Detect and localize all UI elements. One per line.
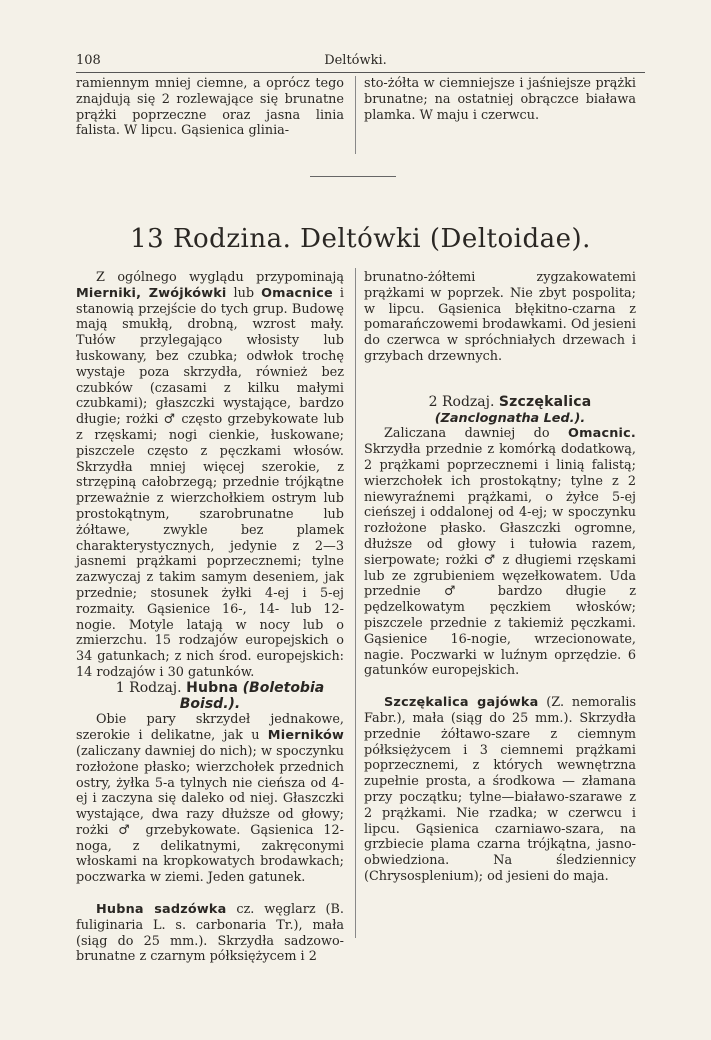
family-title: 13 Rodzina. Deltówki (Deltoidae). xyxy=(130,224,591,254)
section-divider xyxy=(310,176,396,177)
page-header xyxy=(76,53,635,71)
column-divider xyxy=(355,268,356,938)
species-1-continuation: brunatno-żółtemi zygzakowatemi prążkami w poprzek. Nie zbyt pospolita; w lipcu. Gąsienica błękitno-czarna z pomarańczowemi brodawkami. Od jesieni do czerwca w spróchniałych drzewach i grzybach drzewnych. xyxy=(364,270,636,364)
family-description: Z ogólnego wyglądu przypominają Mierniki, Zwójkówki lub Omacnice i stanowią przejście do tych grup. Budowę mają smukłą, drobną, wzrost mały. Tułów przylegająco włosisty lub łuskowany, bez czubka; odwłok trochę wystaje poza skrzydła, również bez czubków (czasami z kilku małymi czubkami); głaszczki wystające, bardzo długie; rożki ♂ często grzebykowate lub z rzęskami; nogi cienkie, łuskowane; piszczele często z pęczkami włosów. Skrzydła mniej więcej szerokie, z strzępiną całobrzegą; przednie trójkątne przeważnie z wierzchołkiem ostrym lub prostokątnym, szarobrunatne lub żółtawe, zwykle bez plamek charakterystycznych, jedynie z 2—3 jasnemi prążkami poprzecznemi; tylne zazwyczaj z takim samym deseniem, jak przednie; stosunek żyłki 4-ej i 5-ej rozmaity. Gąsienice 16-, 14- lub 12-nogie. Motyle latają w nocy lub o zmierzchu. 15 rodzajów europejskich o 34 gatunkach; z nich środ. europejskich: 14 rodzajów i 30 gatunków. xyxy=(76,270,344,680)
genus-2-description: Zaliczana dawniej do Omacnic. Skrzydła przednie z komórką dodatkową, 2 prążkami poprzecznemi i linią falistą; wierzchołek ich prostokątny; tylne z 2 niewyraźnemi prążkami, o żyłce 5-ej cieńszej i oddalonej od 4-ej; w spoczynku rozłożone płasko. Głaszczki ogromne, dłuższe od głowy i tułowia razem, sierpowate; rożki ♂ z długiemi rzęskami lub ze zgrubieniem węzełkowatem. Uda przednie ♂ bardzo długie z pędzelkowatym pęczkiem włosków; piszczele przednie z takiemiż pęczkami. Gąsienice 16-nogie, wrzecionowate, nagie. Poczwarki w luźnym oprzędzie. 6 gatunków europejskich. xyxy=(364,426,636,679)
left-column xyxy=(76,270,344,965)
running-title: Deltówki. xyxy=(324,53,387,68)
top-right-column xyxy=(364,76,636,123)
header-rule xyxy=(76,72,645,73)
keyword-omacnice: Omacnice xyxy=(261,285,333,301)
keyword-mierniki: Mierniki, Zwójkówki xyxy=(76,285,227,301)
top-left-column xyxy=(76,76,344,139)
genus-2-heading: 2 Rodzaj. Szczękalica xyxy=(428,393,592,410)
genus-2-author: (Zanclognatha Led.). xyxy=(434,410,586,426)
right-column xyxy=(364,270,636,885)
genus-1-description: Obie pary skrzydeł jednakowe, szerokie i delikatne, jak u Mierników (zaliczany dawniej do nich); w spoczynku rozłożone płasko; wierzchołek przednich ostry, żyłka 5-a tylnych nie cieńsza od 4-ej i zaczyna się daleko od niej. Głaszczki wystające, dwa razy dłuższe od głowy; rożki ♂ grzebykowate. Gąsienica 12-noga, z delikatnymi, zakręconymi włoskami na kropkowatych brodawkach; poczwarka w ziemi. Jeden gatunek. xyxy=(76,712,344,886)
top-left-text: ramiennym mniej ciemne, a oprócz tego znajdują się 2 rozlewające się brunatne prążki poprzeczne oraz jasna linia falista. W lipcu. Gąsienica glinia- xyxy=(76,76,344,139)
genus-1-heading: 1 Rodzaj. Hubna (Boletobia Boisd.). xyxy=(115,679,325,712)
top-column-divider xyxy=(355,76,356,154)
top-right-text: sto-żółta w ciemniejsze i jaśniejsze prążki brunatne; na ostatniej obrączce biaława plamka. W maju i czerwcu. xyxy=(364,76,636,123)
page-number: 108 xyxy=(76,53,101,68)
species-1-description: Hubna sadzówka cz. węglarz (B. fuliginaria L. s. carbonaria Tr.), mała (siąg do 25 mm.). Skrzydła sadzowo-brunatne z czarnym półksiężycem i 2 xyxy=(76,902,344,965)
species-2-description: Szczękalica gajówka (Z. nemoralis Fabr.), mała (siąg do 25 mm.). Skrzydła przednie żółtawo-szare z ciemnym półksiężycem i 3 ciemnemi prążkami poprzecznemi, z których wewnętrzna zupełnie prosta, a środkowa — złamana przy początku; tylne—białawo-szarawe z 2 prążkami. Nie rzadka; w czerwcu i lipcu. Gąsienica czarniawo-szara, na grzbiecie plama czarna trójkątna, jasno-obwiedziona. Na śledziennicy (Chrysosplenium); od jesieni do maja. xyxy=(364,695,637,884)
